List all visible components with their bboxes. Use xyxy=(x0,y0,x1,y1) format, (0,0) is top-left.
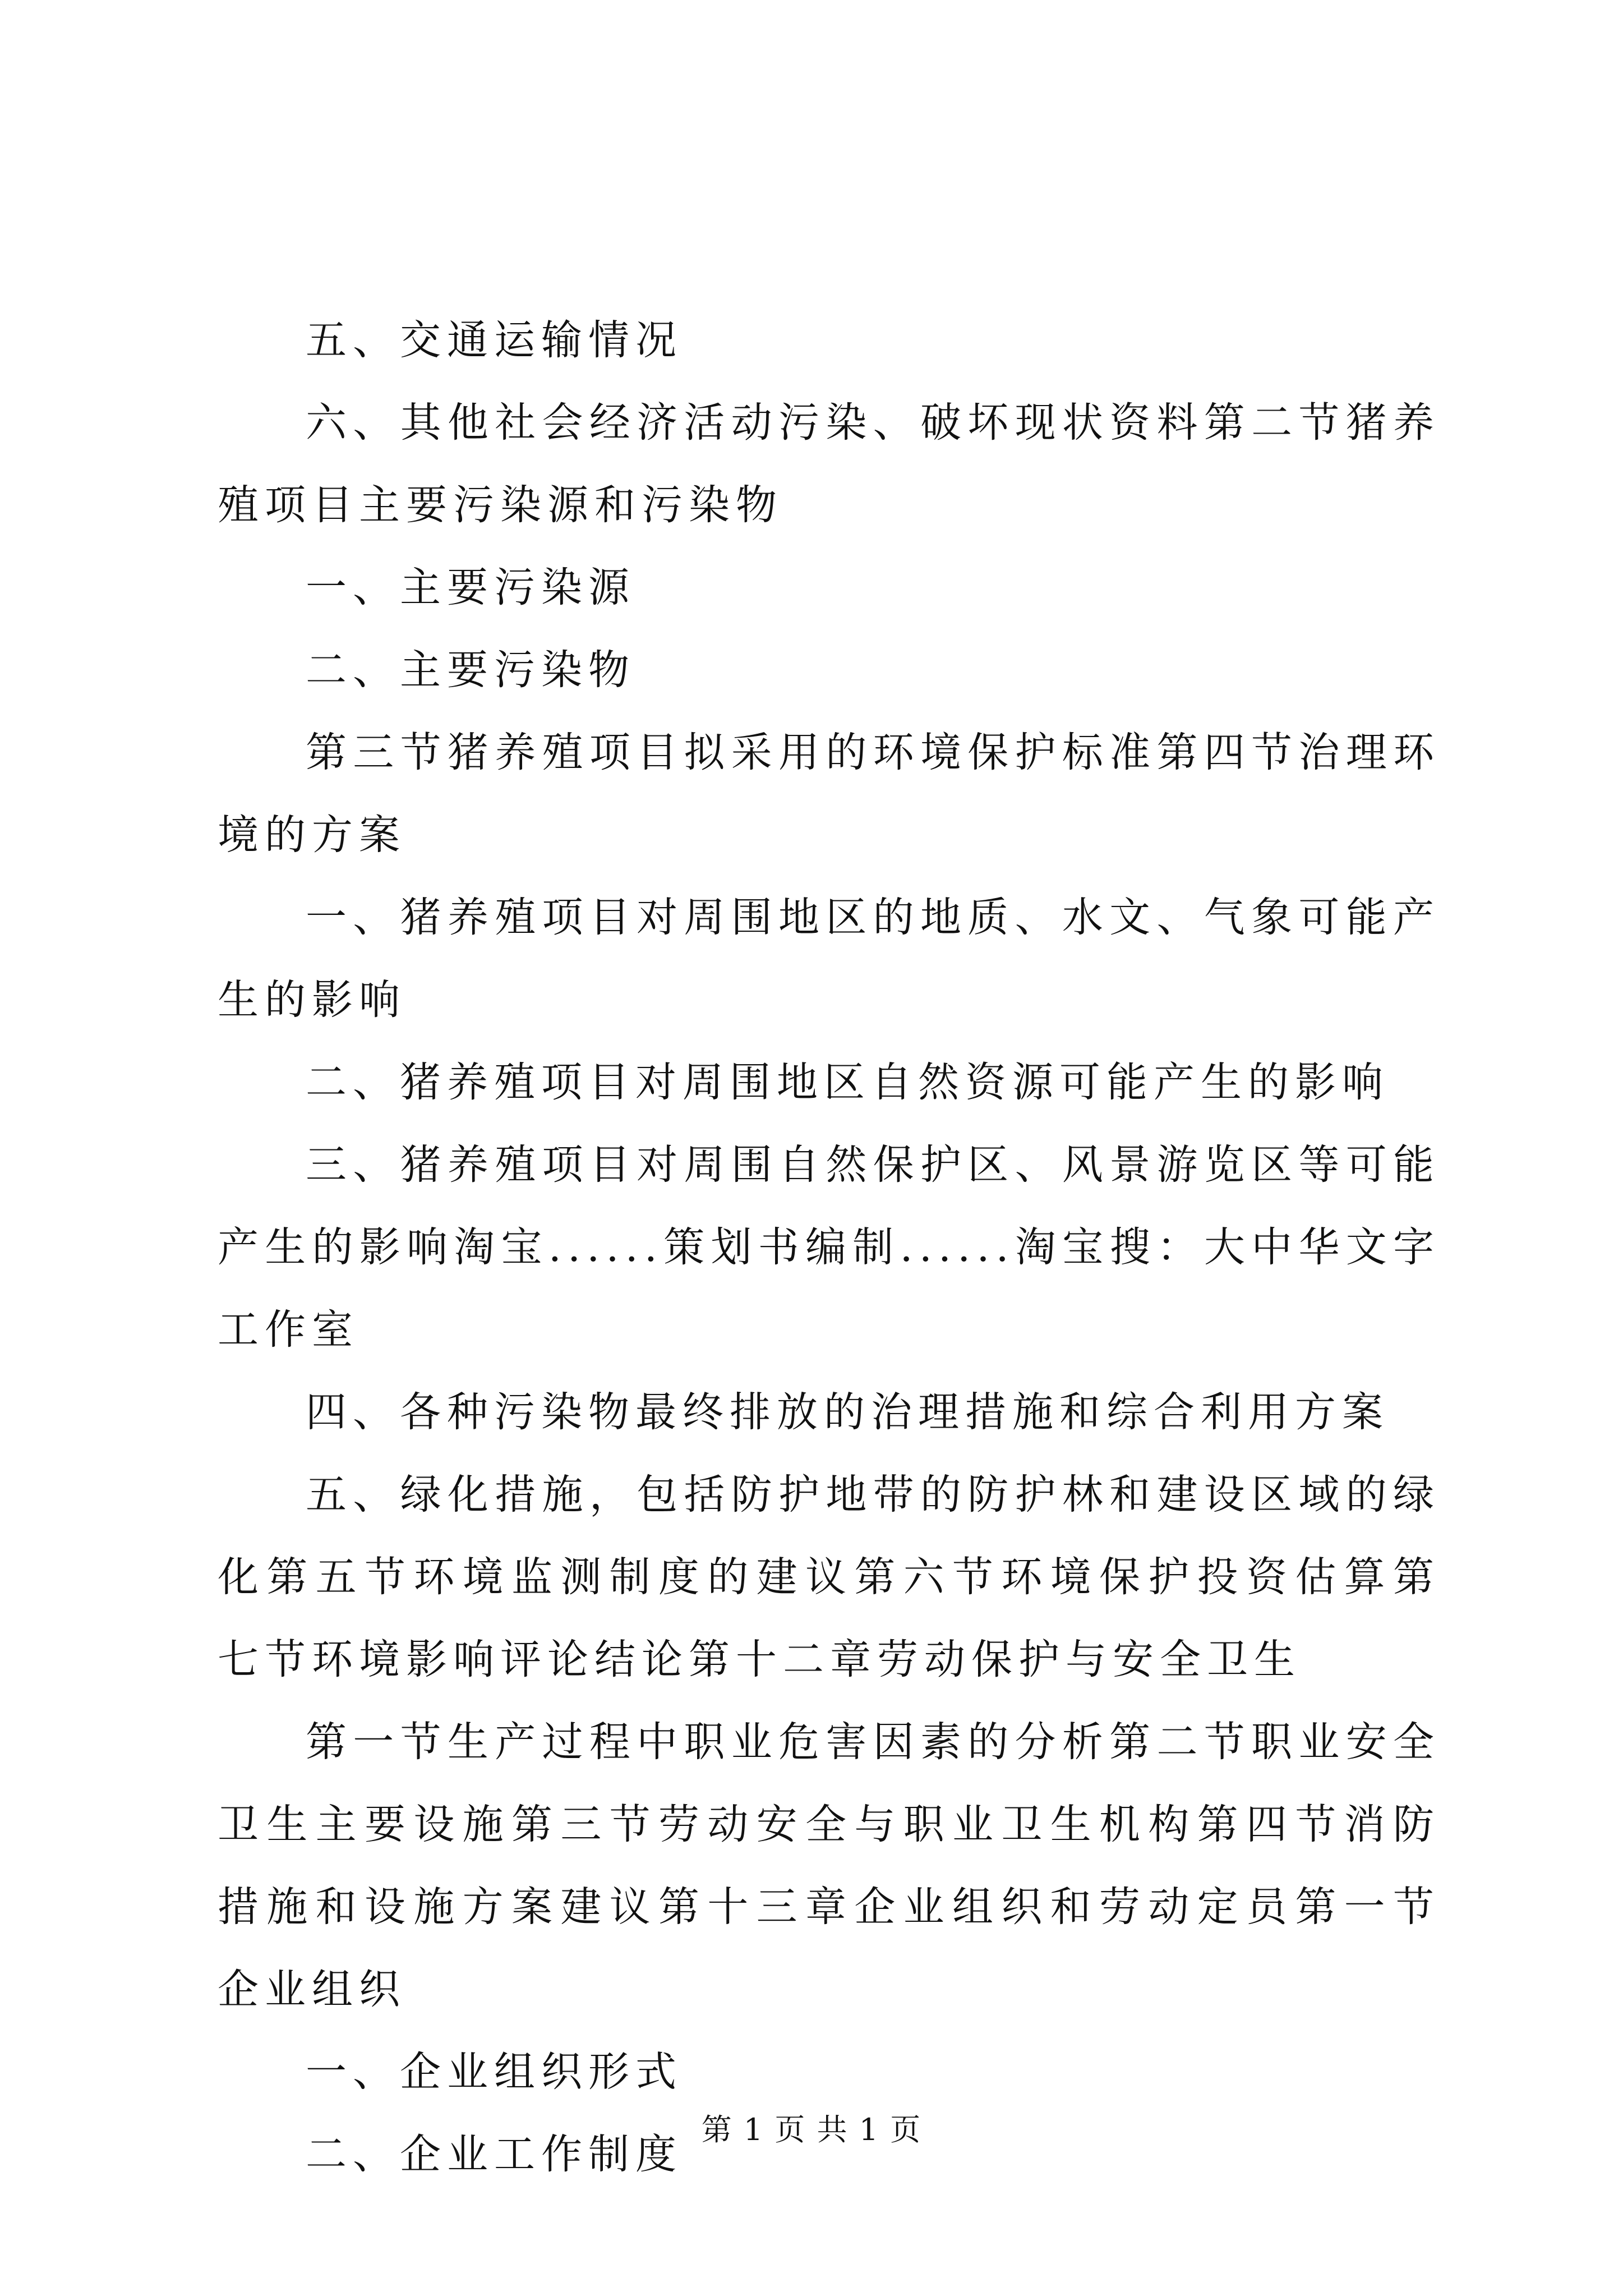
paragraph-10: 五、绿化措施，包括防护地带的防护林和建设区域的绿化第五节环境监测制度的建议第六节环境保护投资估算第七节环境影响评论结论第十二章劳动保护与安全卫生 xyxy=(218,1471,1440,1683)
paragraph-3: 一、主要污染源 xyxy=(306,564,635,611)
paragraph-6: 一、猪养殖项目对周围地区的地质、水文、气象可能产生的影响 xyxy=(218,894,1440,1024)
paragraph-7: 二、猪养殖项目对周围地区自然资源可能产生的影响 xyxy=(306,1059,1389,1106)
paragraph-5: 第三节猪养殖项目拟采用的环境保护标准第四节治理环境的方案 xyxy=(218,729,1440,859)
paragraph-9: 四、各种污染物最终排放的治理措施和综合利用方案 xyxy=(306,1388,1389,1436)
page-footer: 第 1 页 共 1 页 xyxy=(701,2112,922,2147)
paragraph-11: 第一节生产过程中职业危害因素的分析第二节职业安全卫生主要设施第三节劳动安全与职业卫生机构第四节消防措施和设施方案建议第十三章企业组织和劳动定员第一节企业组织 xyxy=(218,1718,1440,2013)
paragraph-4: 二、主要污染物 xyxy=(306,646,635,694)
paragraph-1: 五、交通运输情况 xyxy=(306,316,683,364)
paragraph-2: 六、其他社会经济活动污染、破坏现状资料第二节猪养殖项目主要污染源和污染物 xyxy=(218,399,1440,529)
paragraph-8: 三、猪养殖项目对周围自然保护区、风景游览区等可能产生的影响淘宝......策划书编制......淘宝搜：大中华文字工作室 xyxy=(218,1141,1440,1354)
document-body xyxy=(218,299,1440,2196)
paragraph-12: 一、企业组织形式 xyxy=(306,2048,683,2096)
paragraph-13: 二、企业工作制度 xyxy=(306,2131,683,2178)
